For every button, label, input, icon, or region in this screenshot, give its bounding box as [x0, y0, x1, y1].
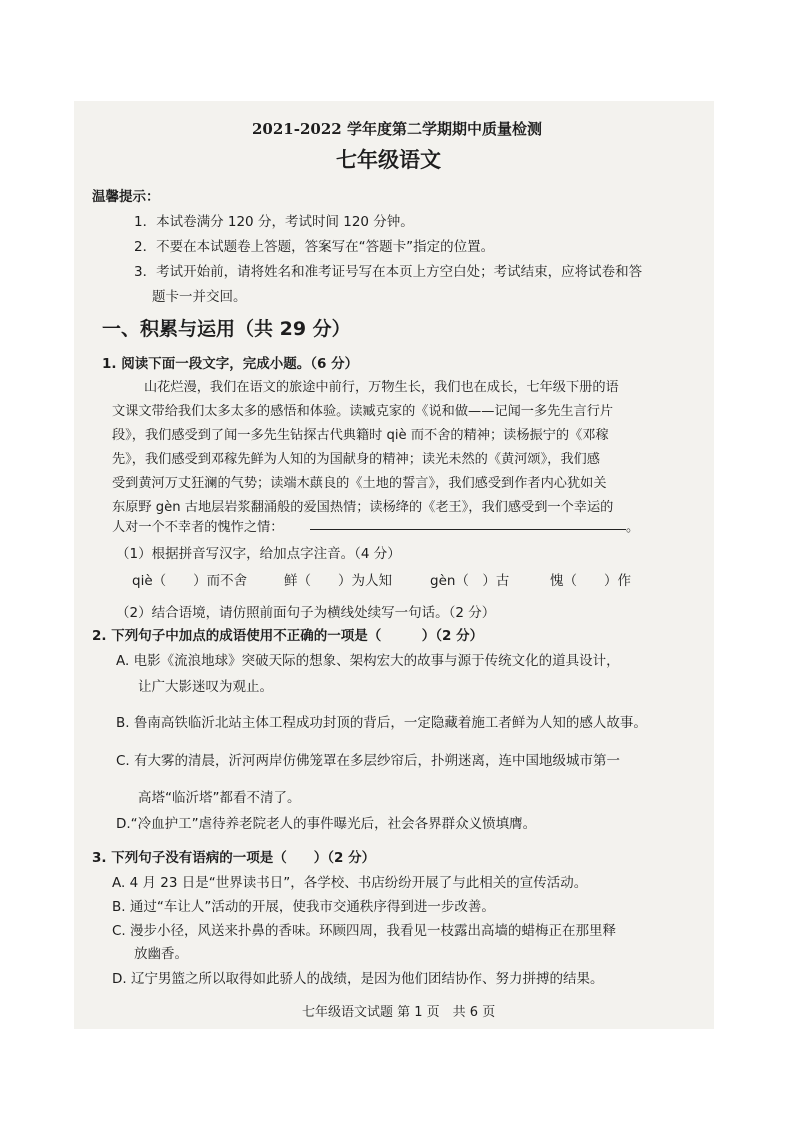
q1-prompt: 1. 阅读下面一段文字，完成小题。（6 分）	[102, 356, 359, 372]
exam-term-heading: 2021-2022 学年度第二学期期中质量检测	[252, 120, 542, 138]
q1-sub1-prompt: （1）根据拼音写汉字，给加点字注音。（4 分）	[116, 546, 401, 562]
q1-passage-line: 受到黄河万丈狂澜的气势；读端木蕻良的《土地的誓言》，我们感受到作者内心犹如关	[112, 476, 607, 491]
q1-pinyin-item: qiè（ ）而不舍	[132, 573, 248, 589]
q1-passage-line: 山花烂漫，我们在语文的旅途中前行，万物生长，我们也在成长，七年级下册的语	[144, 380, 619, 395]
section-1-title: 一、积累与运用（共 29 分）	[102, 318, 351, 340]
q1-passage-line: 人对一个不幸者的愧怍之情：	[112, 520, 284, 535]
notice-item-3: 3．考试开始前，请将姓名和准考证号写在本页上方空白处；考试结束，应将试卷和答	[134, 264, 643, 280]
q1-passage-line: 先》，我们感受到邓稼先鲜为人知的为国献身的精神；读光未然的《黄河颂》，我们感	[112, 452, 600, 467]
subject-title: 七年级语文	[336, 148, 441, 172]
notice-heading: 温馨提示：	[92, 189, 160, 205]
q3-option-b: B. 通过“车让人”活动的开展，使我市交通秩序得到进一步改善。	[112, 899, 495, 915]
q2-option-c: C. 有大雾的清晨，沂河两岸仿佛笼罩在多层纱帘后，扑朔迷离，连中国地级城市第一	[116, 753, 621, 769]
q2-option-a-cont: 让广大影迷叹为观止。	[138, 679, 273, 695]
q2-option-b: B. 鲁南高铁临沂北站主体工程成功封顶的背后，一定隐藏着施工者鲜为人知的感人故事。	[116, 715, 647, 731]
q3-option-c: C. 漫步小径，风送来扑鼻的香味。环顾四周，我看见一枝露出高墙的蜡梅正在那里释	[112, 923, 617, 939]
q1-answer-blank[interactable]	[310, 529, 626, 530]
page-footer: 七年级语文试题 第 1 页 共 6 页	[302, 1005, 496, 1020]
exam-paper	[74, 101, 714, 1029]
q2-option-c-cont: 高塔“临沂塔”都看不清了。	[138, 790, 301, 806]
q1-passage-end: 。	[626, 520, 640, 535]
q3-option-d: D. 辽宁男篮之所以取得如此骄人的战绩，是因为他们团结协作、努力拼搏的结果。	[112, 971, 604, 987]
q1-passage-line: 文课文带给我们太多太多的感悟和体验。读臧克家的《说和做——记闻一多先生言行片	[112, 404, 614, 419]
q2-option-a: A. 电影《流浪地球》突破天际的想象、架构宏大的故事与源于传统文化的道具设计，	[116, 653, 620, 669]
q1-sub2-prompt: （2）结合语境，请仿照前面句子为横线处续写一句话。（2 分）	[116, 605, 496, 621]
notice-item-2: 2．不要在本试题卷上答题，答案写在“答题卡”指定的位置。	[134, 239, 495, 255]
notice-item-3-cont: 题卡一并交回。	[152, 289, 247, 305]
q3-prompt: 3. 下列句子没有语病的一项是（ ）（2 分）	[92, 850, 376, 866]
q1-pinyin-item: gèn（ ）古	[430, 573, 510, 589]
q2-prompt: 2. 下列句子中加点的成语使用不正确的一项是（ ）（2 分）	[92, 628, 484, 644]
q1-passage-line: 段》，我们感受到了闻一多先生钻探古代典籍时 qiè 而不舍的精神；读杨振宁的《邓稼	[112, 428, 609, 443]
q1-passage-line: 东原野 gèn 古地层岩浆翻涌般的爱国热情；读杨绛的《老王》，我们感受到一个幸运的	[112, 500, 614, 515]
q1-pinyin-item: 鲜（ ）为人知	[284, 573, 392, 589]
q2-option-d: D.“冷血护工”虐待养老院老人的事件曝光后，社会各界群众义愤填膺。	[116, 816, 537, 832]
q3-option-a: A. 4 月 23 日是“世界读书日”，各学校、书店纷纷开展了与此相关的宣传活动。	[112, 875, 588, 891]
q1-pinyin-item: 愧（ ）作	[550, 573, 631, 589]
q3-option-c-cont: 放幽香。	[134, 946, 188, 962]
notice-item-1: 1．本试卷满分 120 分，考试时间 120 分钟。	[134, 214, 414, 230]
